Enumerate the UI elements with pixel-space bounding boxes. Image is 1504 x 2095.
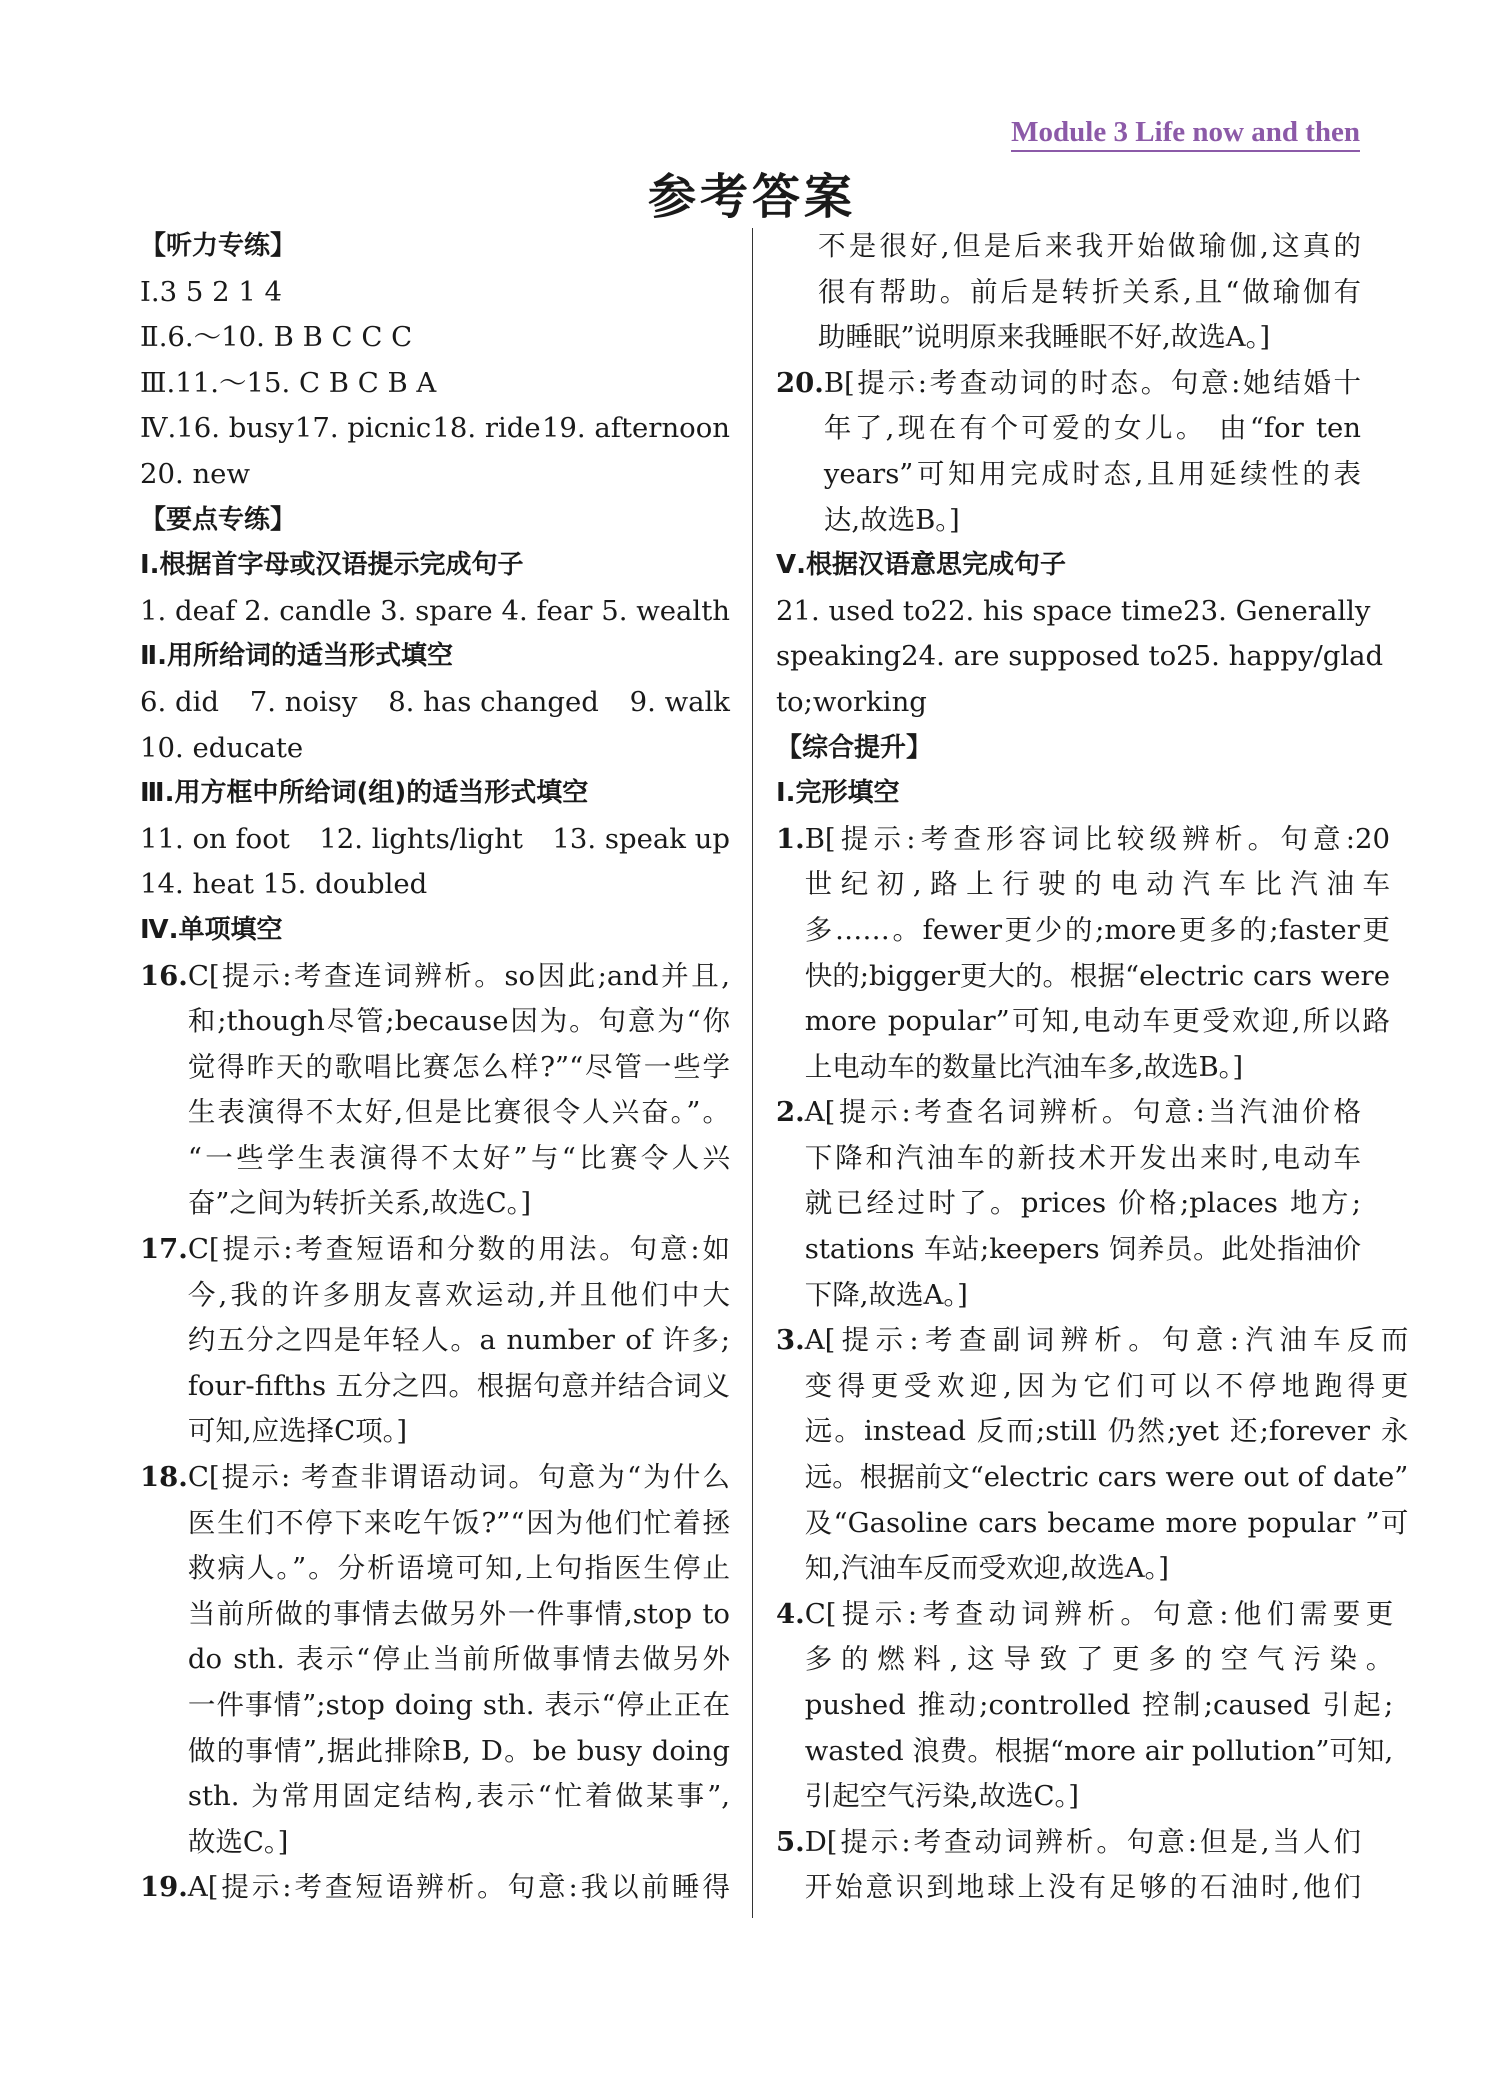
- answer-item: 5. wealth: [601, 594, 730, 627]
- question-19: [140, 1865, 730, 1911]
- answer-line: years”可知用完成时态,且用延续性的表: [823, 457, 1361, 490]
- points-answers-5b: [776, 634, 1384, 680]
- answer-line: 下降和汽油车的新技术开发出来时,电动车: [804, 1141, 1361, 1174]
- answer-line: 不是很好,但是后来我开始做瑜伽,这真的: [818, 230, 1361, 262]
- answer-line: 及“Gasoline cars became more popular ”可: [804, 1506, 1409, 1539]
- answer-line: C[提示:考查动词辨析。句意:他们需要更: [804, 1597, 1394, 1630]
- question-18: [140, 1455, 730, 1865]
- points-sub-heading-4: Ⅳ.单项填空: [140, 914, 283, 945]
- question-number: 5.: [776, 1825, 805, 1858]
- points-answers-1: [140, 589, 730, 635]
- answer-item: 6. did: [140, 685, 219, 718]
- cloze-question-3: [776, 1318, 1409, 1592]
- answer-item: 9. walk: [629, 685, 730, 718]
- answer-line: 觉得昨天的歌唱比赛怎么样?”“尽管一些学: [187, 1050, 730, 1083]
- answer-line: 奋”之间为转折关系,故选C。]: [187, 1187, 532, 1220]
- page-title: 参考答案: [647, 169, 856, 225]
- question-number: 19.: [140, 1871, 188, 1904]
- points-sub-heading-3: Ⅲ.用方框中所给词(组)的适当形式填空: [140, 778, 589, 809]
- answer-item: 23. Generally: [1183, 594, 1371, 627]
- answer-line: pushed 推动;controlled 控制;caused 引起;: [804, 1689, 1394, 1721]
- answer-line: “一些学生表演得不太好”与“比赛令人兴: [187, 1141, 730, 1174]
- answer-item: 19. afternoon: [541, 412, 730, 445]
- question-20: [776, 361, 1361, 543]
- listening-answer-2: Ⅱ.6.～10. B B C C C: [140, 321, 413, 354]
- question-number: 17.: [140, 1233, 188, 1266]
- answer-line: 故选C。]: [187, 1825, 289, 1858]
- answer-item: 25. happy/glad: [1176, 640, 1384, 673]
- answer-item: 13. speak up: [552, 822, 730, 855]
- answer-line: B[提示:考查形容词比较级辨析。句意:20: [804, 822, 1390, 855]
- answer-item: speaking: [776, 640, 902, 673]
- question-number: 2.: [776, 1096, 805, 1129]
- answer-line: A[提示:考查短语辨析。句意:我以前睡得: [187, 1871, 730, 1904]
- answer-item: 1. deaf: [140, 594, 236, 627]
- answer-line: 引起空气污染,故选C。]: [804, 1780, 1079, 1813]
- answer-item: 21. used to: [776, 594, 931, 627]
- module-header: Module 3 Life now and then: [1011, 116, 1360, 152]
- answer-item: 24. are supposed to: [901, 640, 1177, 673]
- answer-line: 就已经过时了。prices 价格;places 地方;: [804, 1187, 1361, 1220]
- answer-line: C[提示:考查连词辨析。so因此;and并且,: [187, 959, 730, 992]
- answer-item: Ⅳ.16. busy: [140, 412, 294, 445]
- answer-item: 8. has changed: [388, 685, 599, 718]
- answer-line: 多的燃料,这导致了更多的空气污染。: [804, 1643, 1394, 1676]
- question-number: 20.: [776, 366, 824, 399]
- answer-line: 和;though尽管;because因为。句意为“你: [187, 1005, 730, 1038]
- answer-line: 变得更受欢迎,因为它们可以不停地跑得更: [804, 1369, 1409, 1402]
- question-number: 18.: [140, 1461, 188, 1494]
- answer-line: B[提示:考查动词的时态。句意:她结婚十: [823, 366, 1361, 399]
- answer-line: D[提示:考查动词辨析。句意:但是,当人们: [804, 1825, 1361, 1858]
- cloze-question-1: [776, 817, 1390, 1091]
- answer-item: 7. noisy: [249, 685, 358, 718]
- points-answers-2: [140, 680, 730, 726]
- answer-line: 可知,应选择C项。]: [187, 1415, 408, 1448]
- question-17: [140, 1227, 730, 1455]
- answer-line: 很有帮助。前后是转折关系,且“做瑜伽有: [818, 275, 1361, 308]
- answer-line: 做的事情”,据此排除B, D。be busy doing: [187, 1734, 730, 1767]
- answer-line: 快的;bigger更大的。根据“electric cars were: [804, 959, 1390, 992]
- answer-line: C[提示:考查短语和分数的用法。句意:如: [187, 1233, 730, 1266]
- points-answers-5c: to;working: [776, 685, 927, 718]
- answer-item: 17. picnic: [294, 412, 432, 445]
- answer-item: 2. candle: [244, 594, 372, 627]
- answer-line: four-fifths 五分之四。根据句意并结合词义: [187, 1369, 730, 1402]
- left-column: [140, 224, 730, 1911]
- question-number: 4.: [776, 1597, 805, 1630]
- answer-line: A[提示:考查副词辨析。句意:汽油车反而: [804, 1324, 1409, 1357]
- listening-heading: 【听力专练】: [140, 231, 297, 261]
- listening-answer-4: [140, 406, 730, 452]
- answer-line: 一件事情”;stop doing sth. 表示“停止正在: [187, 1689, 730, 1721]
- answer-line: 下降,故选A。]: [804, 1278, 968, 1311]
- listening-answer-1: Ⅰ.3 5 2 1 4: [140, 275, 283, 308]
- answer-line: 开始意识到地球上没有足够的石油时,他们: [804, 1871, 1361, 1904]
- answer-line: 当前所做的事情去做另外一件事情,stop to: [187, 1597, 730, 1630]
- answer-line: sth. 为常用固定结构,表示“忙着做某事”,: [187, 1780, 730, 1813]
- cloze-question-4: [776, 1592, 1394, 1820]
- answer-line: 今,我的许多朋友喜欢运动,并且他们中大: [187, 1278, 730, 1311]
- answer-line: 助睡眠”说明原来我睡眠不好,故选A。]: [818, 321, 1271, 354]
- points-heading: 【要点专练】: [140, 504, 297, 535]
- points-answers-3b: 14. heat 15. doubled: [140, 868, 428, 901]
- answer-line: do sth. 表示“停止当前所做事情去做另外: [187, 1643, 730, 1676]
- points-sub-heading-2: Ⅱ.用所给词的适当形式填空: [140, 641, 454, 672]
- question-16: [140, 954, 730, 1228]
- answer-item: 4. fear: [501, 594, 593, 627]
- answer-line: 世纪初,路上行驶的电动汽车比汽油车: [804, 868, 1390, 901]
- answer-line: 远。根据前文“electric cars were out of date”: [804, 1461, 1409, 1494]
- answer-line: stations 车站;keepers 饲养员。此处指油价: [804, 1233, 1361, 1266]
- answer-line: wasted 浪费。根据“more air pollution”可知,: [804, 1734, 1394, 1767]
- question-19-continued: [776, 224, 1361, 361]
- points-sub-heading-1: Ⅰ.根据首字母或汉语提示完成句子: [140, 550, 524, 581]
- answer-line: 远。instead 反而;still 仍然;yet 还;forever 永: [804, 1415, 1409, 1448]
- cloze-question-2: [776, 1090, 1361, 1318]
- answer-line: 多……。fewer更少的;more更多的;faster更: [804, 913, 1390, 946]
- points-sub-heading-5: Ⅴ.根据汉语意思完成句子: [776, 550, 1066, 581]
- question-number: 3.: [776, 1324, 805, 1357]
- answer-item: 12. lights/light: [319, 822, 523, 855]
- points-answers-3: [140, 817, 730, 863]
- column-divider: [752, 228, 753, 1918]
- answer-line: 救病人。”。分析语境可知,上句指医生停止: [187, 1552, 730, 1585]
- answer-line: 约五分之四是年轻人。a number of 许多;: [187, 1324, 730, 1357]
- comprehensive-heading: 【综合提升】: [776, 732, 933, 763]
- listening-answer-5: 20. new: [140, 457, 250, 490]
- answer-line: 医生们不停下来吃午饭?”“因为他们忙着拯: [187, 1506, 730, 1539]
- question-number: 1.: [776, 822, 805, 855]
- answer-line: 生表演得不太好,但是比赛很令人兴奋。”。: [187, 1096, 730, 1129]
- answer-item: 18. ride: [432, 412, 541, 445]
- points-answers-2b: 10. educate: [140, 731, 304, 764]
- answer-item: 22. his space time: [930, 594, 1184, 627]
- listening-answer-3: Ⅲ.11.～15. C B C B A: [140, 366, 437, 399]
- answer-item: 11. on foot: [140, 822, 290, 855]
- answer-line: 上电动车的数量比汽油车多,故选B。]: [804, 1050, 1244, 1083]
- cloze-question-5: [776, 1820, 1361, 1911]
- answer-item: 3. spare: [380, 594, 493, 627]
- answer-line: C[提示: 考查非谓语动词。句意为“为什么: [187, 1461, 730, 1494]
- cloze-heading: Ⅰ.完形填空: [776, 778, 900, 809]
- answer-line: A[提示:考查名词辨析。句意:当汽油价格: [804, 1096, 1361, 1129]
- answer-line: more popular”可知,电动车更受欢迎,所以路: [804, 1005, 1390, 1038]
- points-answers-5a: [776, 589, 1371, 635]
- right-column: [776, 224, 1409, 1911]
- question-number: 16.: [140, 959, 188, 992]
- answer-line: 达,故选B。]: [823, 503, 960, 536]
- answer-line: 知,汽油车反而受欢迎,故选A。]: [804, 1552, 1170, 1585]
- answer-line: 年了,现在有个可爱的女儿。 由“for ten: [823, 412, 1361, 445]
